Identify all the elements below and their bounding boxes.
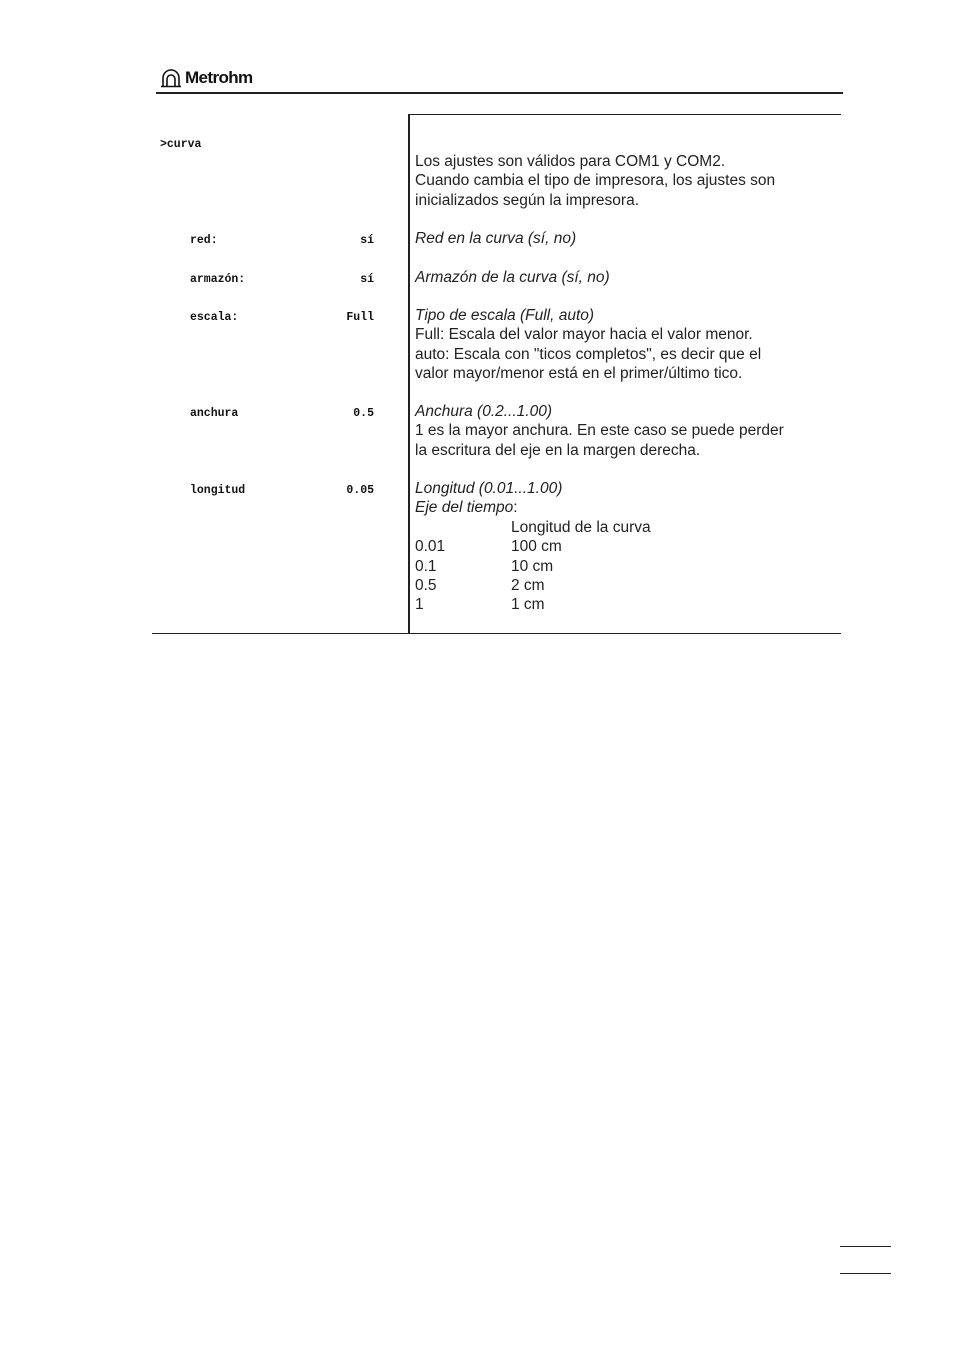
anchura-title: Anchura (0.2...1.00) — [415, 403, 552, 420]
length-cell: 10 cm — [511, 557, 554, 575]
armazon-description — [415, 268, 610, 287]
param-value-escala: Full — [346, 311, 374, 324]
param-key-longitud: longitud — [190, 484, 246, 497]
footer-rule — [840, 1273, 891, 1274]
escala-line: valor mayor/menor está en el primer/último tico. — [415, 365, 743, 383]
param-value-anchura: 0.5 — [353, 407, 374, 420]
metrohm-logo-icon — [160, 68, 182, 88]
table-row — [415, 576, 651, 595]
intro-line: inicializados según la impresora. — [415, 191, 640, 209]
axis-colon: : — [513, 499, 518, 517]
table-top-rule — [408, 114, 841, 115]
table-row — [415, 595, 651, 614]
column-divider — [408, 114, 410, 634]
length-cell: 2 cm — [511, 577, 545, 595]
header-rule — [156, 92, 843, 94]
escala-description — [415, 306, 761, 384]
logo-text: Metrohm — [185, 68, 253, 87]
length-cell: 1 cm — [511, 596, 545, 614]
escala-line: Full: Escala del valor mayor hacia el valor menor. — [415, 326, 753, 344]
footer-rule — [840, 1246, 891, 1247]
param-key-armazon: armazón: — [190, 273, 246, 286]
length-table-header — [415, 518, 651, 537]
axis-label: Eje del tiempo — [415, 499, 514, 517]
red-description — [415, 229, 576, 248]
longitud-description — [415, 479, 651, 615]
factor-cell: 0.01 — [415, 538, 446, 556]
table-row — [415, 557, 651, 576]
escala-title: Tipo de escala (Full, auto) — [415, 307, 595, 324]
factor-cell: 0.1 — [415, 557, 437, 575]
param-key-escala: escala: — [190, 311, 239, 324]
param-value-longitud: 0.05 — [346, 484, 374, 497]
factor-cell: 1 — [415, 596, 424, 614]
param-value-red: sí — [360, 234, 374, 247]
armazon-title: Armazón de la curva (sí, no) — [415, 269, 610, 286]
intro-line: Cuando cambia el tipo de impresora, los ajustes son — [415, 172, 776, 190]
header-logo — [160, 66, 253, 90]
escala-line: auto: Escala con "ticos completos", es decir que el — [415, 345, 762, 363]
red-title: Red en la curva (sí, no) — [415, 230, 577, 247]
param-value-armazon: sí — [360, 273, 374, 286]
table-bottom-rule — [152, 633, 841, 634]
axis-label-line — [415, 498, 651, 517]
column-header: Longitud de la curva — [511, 518, 651, 536]
anchura-line: la escritura del eje en la margen derecha. — [415, 441, 701, 459]
param-key-anchura: anchura — [190, 407, 239, 420]
longitud-title: Longitud (0.01...1.00) — [415, 480, 563, 497]
anchura-description — [415, 402, 784, 460]
intro-description — [415, 152, 775, 210]
menu-title: >curva — [160, 138, 202, 151]
param-key-red: red: — [190, 234, 218, 247]
anchura-line: 1 es la mayor anchura. En este caso se puede perder — [415, 422, 784, 440]
table-row — [415, 537, 651, 556]
factor-cell: 0.5 — [415, 577, 437, 595]
length-cell: 100 cm — [511, 538, 562, 556]
intro-line: Los ajustes son válidos para COM1 y COM2. — [415, 153, 726, 170]
